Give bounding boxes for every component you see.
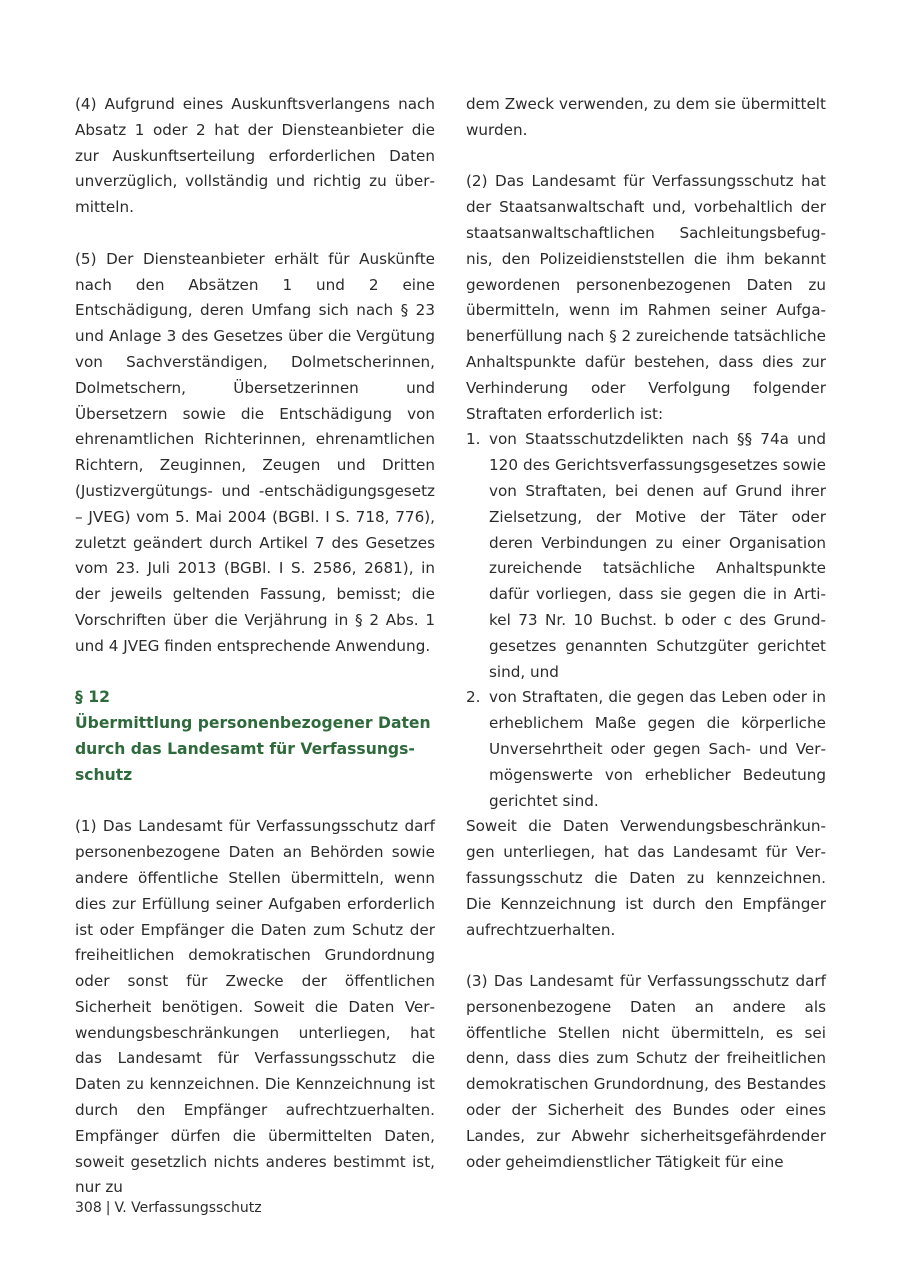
section-number: § 12 bbox=[75, 688, 110, 707]
list-item-text: von Staatsschutzdelikten nach §§ 74a und 120 des Gerichtsverfassungsgesetzes sowie von Straftaten, bei denen auf Grund ihrer Zielsetzung, der Motive der Täter oder deren Verbindungen zu einer Organisation zureichende tatsächliche Anhaltspunkte dafür vorliegen, dass sie gegen die in Artikel 73 Nr. 10 Buchst. b oder c des Grundgesetzes genannten Schutzgüter gerichtet sind, und bbox=[489, 430, 826, 681]
left-column bbox=[75, 92, 435, 1201]
right-column bbox=[466, 92, 826, 1175]
paragraph-4: (4) Aufgrund eines Auskunftsverlangens nach Absatz 1 oder 2 hat der Diensteanbieter die zur Auskunftserteilung erforderlichen Daten unverzüglich, vollständig und richtig zu übermitteln. bbox=[75, 95, 435, 217]
chapter-title: V. Verfassungsschutz bbox=[114, 1200, 262, 1216]
paragraph-2-intro: (2) Das Landesamt für Verfassungsschutz hat der Staatsanwaltschaft und, vorbehaltlich der staatsanwaltschaftlichen Sachleitungsbefugnis, den Polizeidienststellen die ihm bekannt gewordenen personenbezogenen Daten zu übermitteln, wenn im Rahmen seiner Aufgabenerfüllung nach § 2 zureichende tatsächliche Anhaltspunkte dafür bestehen, dass dies zur Verhinderung oder Verfolgung folgender Straftaten erforderlich ist: bbox=[466, 172, 826, 423]
section-title: Übermittlung personenbezogener Daten durch das Landesamt für Verfassungs-schutz bbox=[75, 714, 431, 784]
paragraph-12-1: (1) Das Landesamt für Verfassungsschutz darf personenbezogene Daten an Behörden sowie andere öffentliche Stellen übermitteln, wenn dies zur Erfüllung seiner Aufgaben erforderlich ist oder Empfänger die Daten zum Schutz der freiheitlichen demokratischen Grundordnung oder sonst für Zwecke der öffentlichen Sicherheit benötigen. Soweit die Daten Verwendungsbeschränkungen unterliegen, hat das Landesamt für Verfassungsschutz die Daten zu kennzeichnen. Die Kennzeichnung ist durch den Empfänger aufrechtzuerhalten. Empfänger dürfen die übermittelten Daten, soweit gesetzlich nichts anderes bestimmt ist, nur zu bbox=[75, 817, 435, 1197]
page-number: 308 bbox=[75, 1200, 102, 1216]
list-item bbox=[466, 685, 826, 814]
offence-list bbox=[466, 427, 826, 814]
paragraph-continuation: dem Zweck verwenden, zu dem sie übermittelt wurden. bbox=[466, 95, 826, 139]
paragraph-5: (5) Der Diensteanbieter erhält für Auskünfte nach den Absätzen 1 und 2 eine Entschädigung, deren Umfang sich nach § 23 und Anlage 3 des Gesetzes über die Vergütung von Sachverständigen, Dolmetscherinnen, Dolmetschern, Übersetzerinnen und Übersetzern sowie die Entschädigung von ehrenamtlichen Richterinnen, ehrenamtlichen Richtern, Zeuginnen, Zeugen und Dritten (Justizvergütungs- und -entschädigungsgesetz – JVEG) vom 5. Mai 2004 (BGBl. I S. 718, 776), zuletzt geändert durch Artikel 7 des Gesetzes vom 23. Juli 2013 (BGBl. I S. 2586, 2681), in der jeweils geltenden Fassung, bemisst; die Vorschriften über die Verjährung in § 2 Abs. 1 und 4 JVEG finden entsprechende Anwendung. bbox=[75, 249, 435, 655]
list-item bbox=[466, 427, 826, 685]
list-item-number: 1. bbox=[466, 430, 481, 449]
list-item-text: von Straftaten, die gegen das Leben oder in erheblichem Maße gegen die körperliche Unversehrtheit oder gegen Sach- und Vermögenswerte von erheblicher Bedeutung gerichtet sind. bbox=[489, 688, 826, 810]
paragraph-2-outro: Soweit die Daten Verwendungsbeschränkungen unterliegen, hat das Landesamt für Verfassungsschutz die Daten zu kennzeichnen. Die Kennzeichnung ist durch den Empfänger aufrechtzuerhalten. bbox=[466, 817, 826, 939]
list-item-number: 2. bbox=[466, 688, 481, 707]
paragraph-3: (3) Das Landesamt für Verfassungsschutz darf personenbezogene Daten an andere als öffentliche Stellen nicht übermitteln, es sei denn, dass dies zum Schutz der freiheitlichen demokratischen Grundordnung, des Bestandes oder der Sicherheit des Bundes oder eines Landes, zur Abwehr sicherheitsgefährdender oder geheimdienstlicher Tätigkeit für eine bbox=[466, 972, 826, 1171]
page-footer bbox=[75, 1198, 262, 1218]
footer-separator: | bbox=[105, 1200, 111, 1216]
